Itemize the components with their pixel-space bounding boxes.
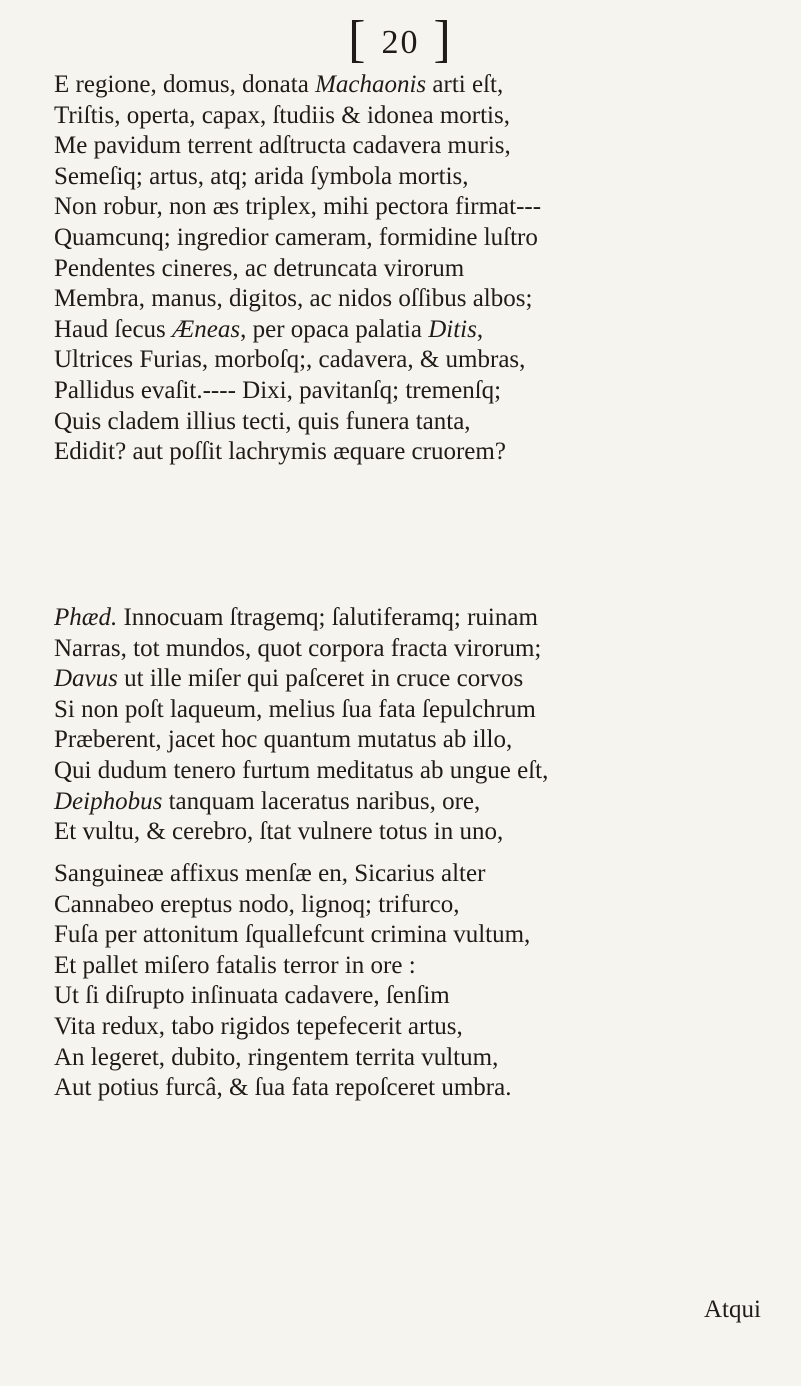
verse-text: Innocuam ſtragemq; ſalutiferamq; ruinam [117,604,538,631]
verse-line: Quamcunq; ingredior cameram, formidine luſtro [54,223,538,251]
verse-text: , per opaca palatia [240,315,429,343]
verse-name-italic: Machaonis [315,71,427,98]
stanza-3 [54,859,530,1104]
verse-line: Et pallet miſero fatalis terror in ore : [54,951,416,979]
verse-line: An legeret, dubito, ringentem territa vultum, [54,1043,499,1071]
verse-line: Vita redux, tabo rigidos tepefecerit artus, [54,1012,463,1040]
verse-name-italic: Davus [54,665,118,693]
verse-line: Ultrices Furias, morboſq;, cadavera, & umbras, [54,346,526,374]
verse-text: , [476,315,484,343]
verse-name-italic: Æneas [172,315,241,343]
verse-line [54,603,548,634]
verse-text: E regione, domus, donata [54,71,316,98]
verse-line: Si non poſt laqueum, melius ſua fata ſepulchrum [54,695,536,723]
verse-line: Me pavidum terrent adſtructa cadavera muris, [54,132,511,160]
verse-line: Et vultu, & cerebro, ſtat vulnere totus in uno, [54,818,504,846]
verse-line [54,315,541,346]
verse-line: Fuſa per attonitum ſquallefcunt crimina vultum, [54,921,531,949]
catchword: Atqui [704,1296,761,1323]
verse-line: Pendentes cineres, ac detruncata virorum [54,254,465,282]
verse-line: Aut potius furcâ, & ſua fata repoſceret umbra. [54,1074,512,1102]
verse-line: Qui dudum tenero furtum meditatus ab ungue eſt, [54,756,549,784]
verse-line: Triſtis, operta, capax, ſtudiis & idonea mortis, [54,101,510,129]
verse-line: Membra, manus, digitos, ac nidos oſſibus albos; [54,285,533,313]
bracket-close: ] [433,11,453,68]
verse-line: Præberent, jacet hoc quantum mutatus ab illo, [54,726,513,754]
verse-line: Non robur, non æs triplex, mihi pectora firmat--- [54,193,542,221]
page-number: 20 [381,24,420,61]
verse-text: arti eſt, [426,71,504,98]
speaker-label: Phæd. [54,604,118,631]
bracket-open: [ [348,11,368,68]
page-number-header [0,10,801,73]
verse-line [54,70,541,101]
verse-line: Semeſiq; artus, atq; arida ſymbola mortis, [54,162,469,190]
verse-line: Edidit? aut poſſit lachrymis æquare cruorem? [54,438,506,466]
verse-text: Haud ſecus [54,315,173,343]
verse-line: Cannabeo ereptus nodo, lignoq; trifurco, [54,890,460,918]
verse-name-italic: Ditis [428,315,477,343]
verse-line: Ut ſi diſrupto inſinuata cadavere, ſenſim [54,982,450,1010]
verse-line: Sanguineæ affixus menſæ en, Sicarius alter [54,860,486,887]
stanza-2 [54,603,548,848]
verse-name-italic: Deiphobus [54,787,163,815]
verse-line: Narras, tot mundos, quot corpora fracta virorum; [54,634,542,662]
verse-line [54,664,548,695]
verse-text: tanquam laceratus naribus, ore, [162,787,481,815]
stanza-1 [54,70,541,468]
verse-line [54,787,548,818]
verse-line: Quis cladem illius tecti, quis funera tanta, [54,407,471,435]
verse-text: ut ille miſer qui paſceret in cruce corvos [117,665,524,693]
verse-line: Pallidus evaſit.---- Dixi, pavitanſq; tremenſq; [54,376,502,404]
